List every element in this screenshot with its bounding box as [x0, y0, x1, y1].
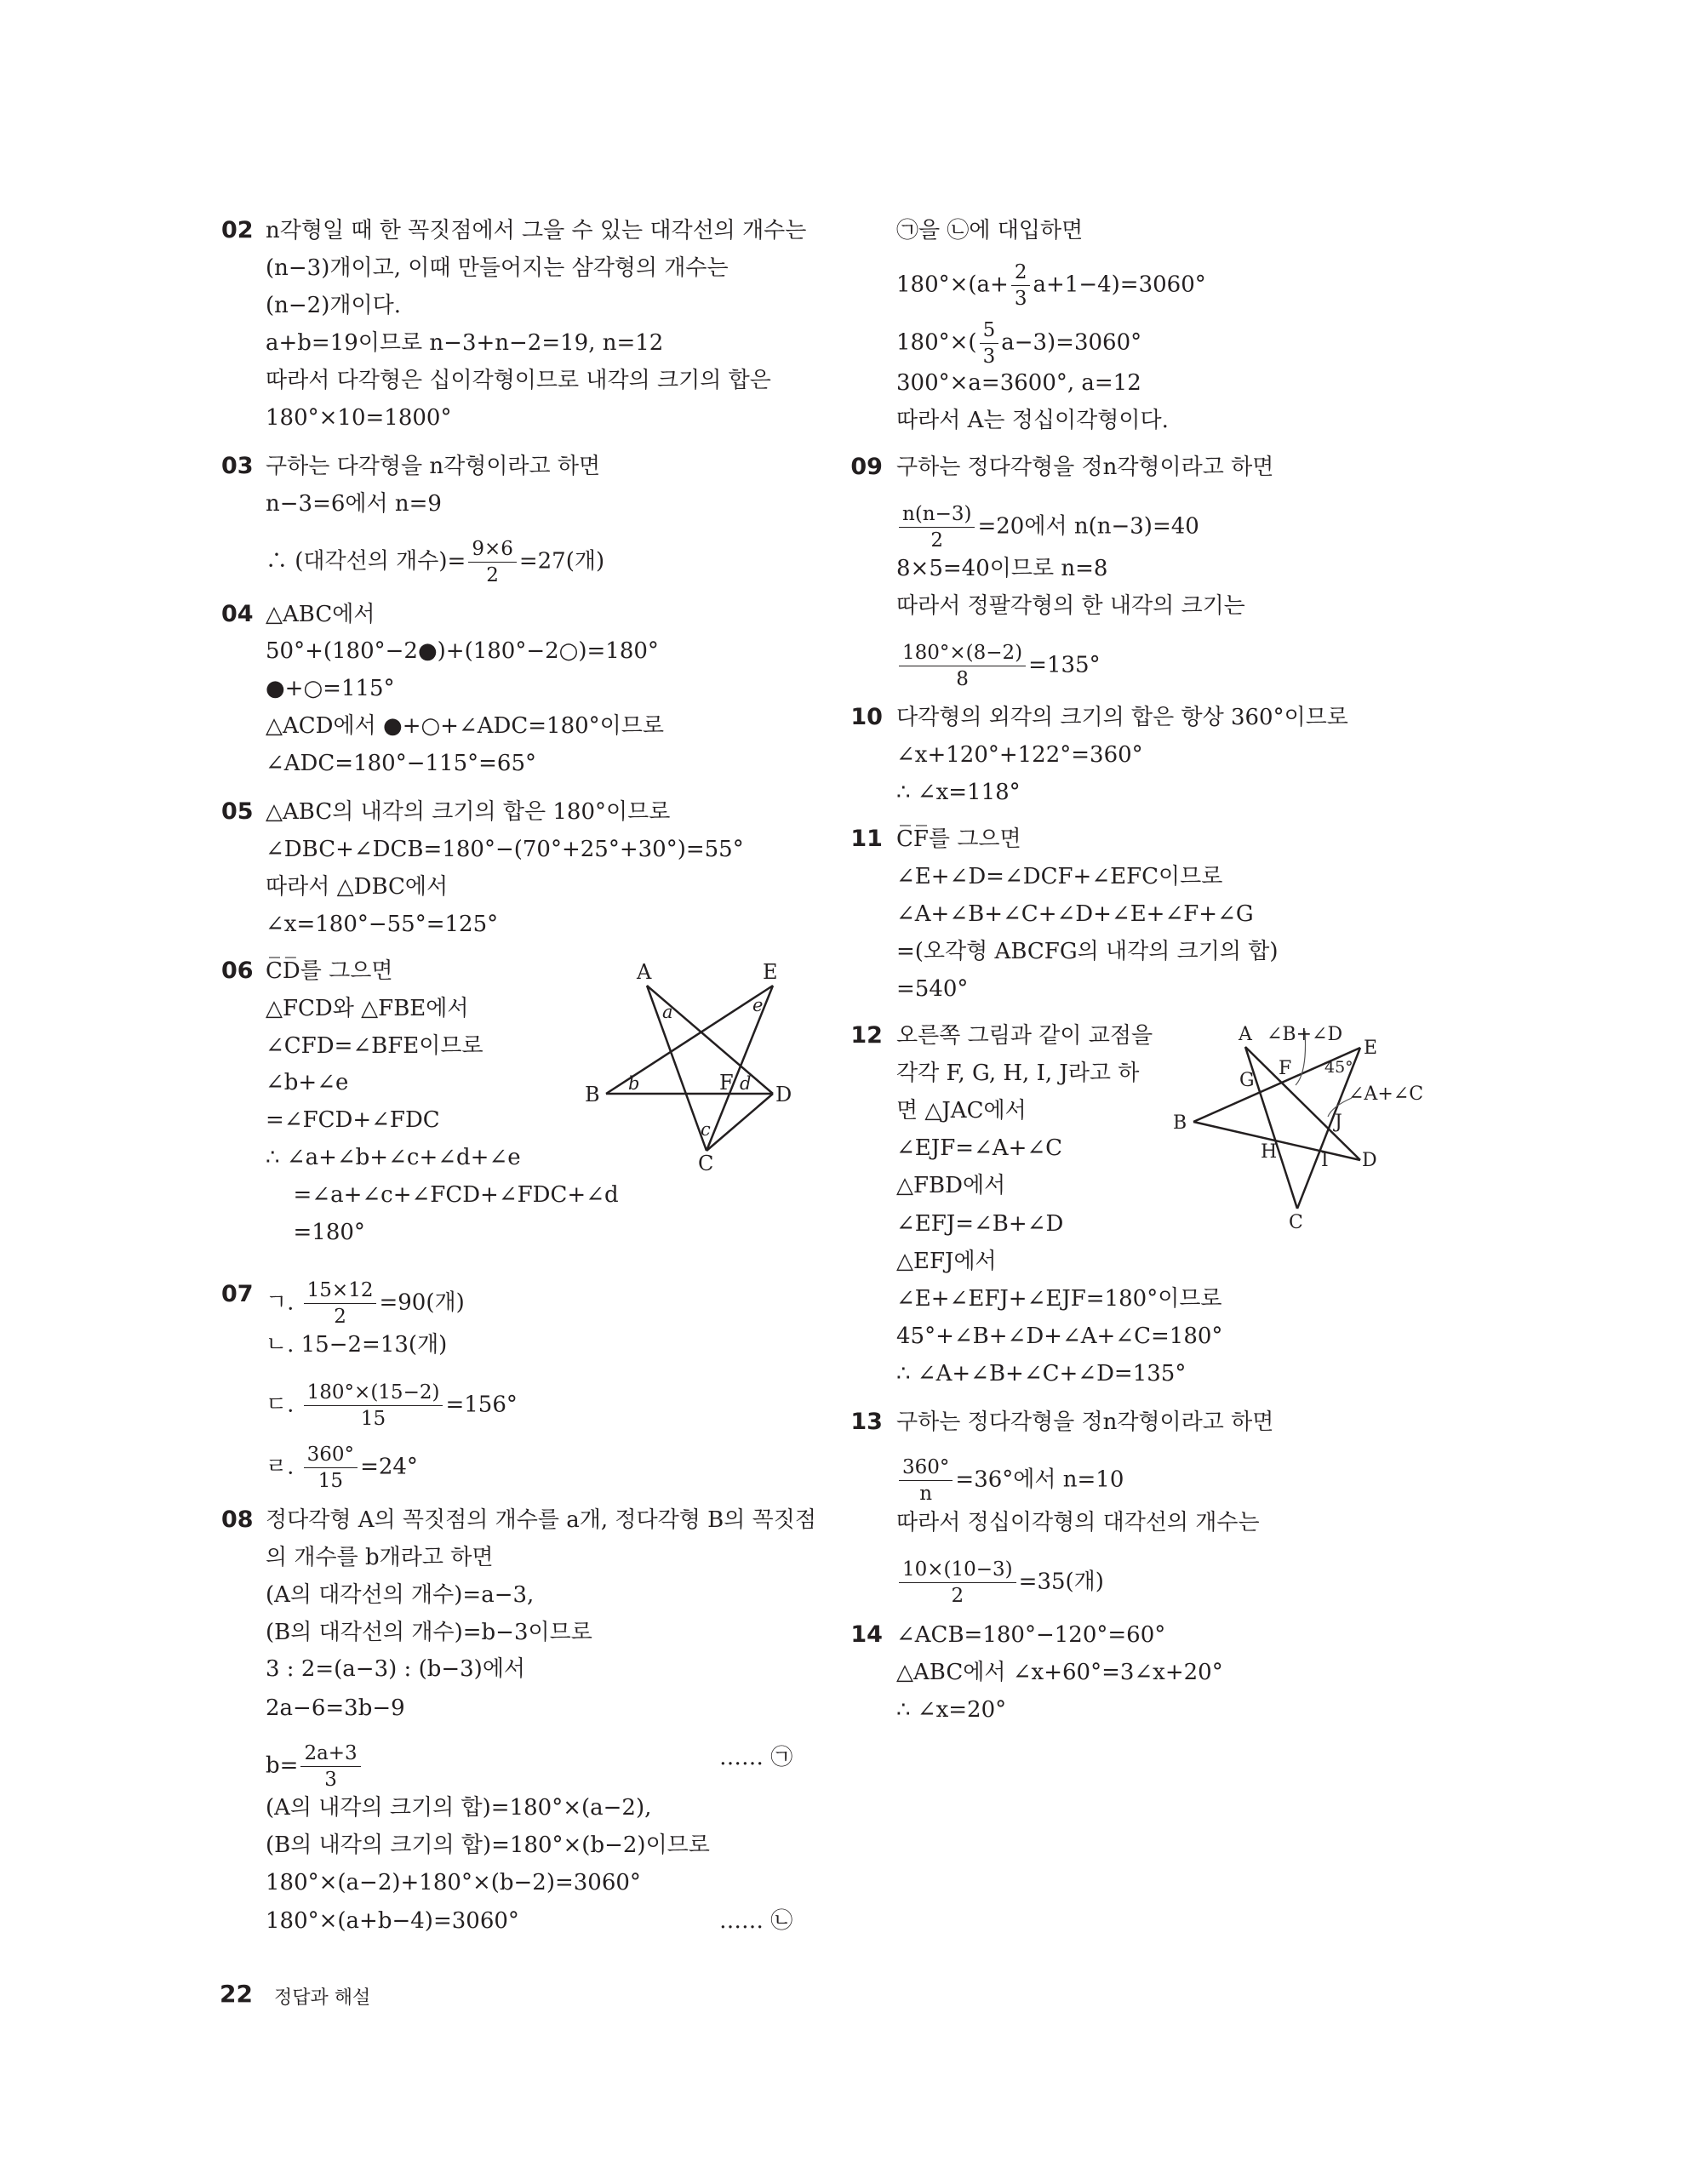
solution-line — [266, 1066, 348, 1100]
text-segment: ㉠을 ㉡에 대입하면 — [896, 218, 1084, 244]
fraction — [468, 536, 517, 588]
problem-number: 03 — [221, 452, 254, 479]
text-segment: ∴ ∠x=20° — [896, 1696, 1007, 1723]
fraction-numerator: 5 — [980, 317, 999, 344]
label-i: I — [1321, 1150, 1329, 1171]
text-segment: ∴ ∠x=118° — [896, 780, 1021, 806]
fraction-numerator: n(n−3) — [899, 501, 975, 528]
label-d: D — [775, 1083, 792, 1106]
solution-line — [266, 1691, 405, 1725]
solution-line — [896, 552, 1107, 586]
text-segment: =180° — [293, 1219, 365, 1245]
text-segment: △FCD와 △FBE에서 — [266, 995, 469, 1021]
solution-line — [266, 1380, 518, 1432]
label-c: C — [698, 1152, 714, 1175]
text-segment: 50°+(180°−2●)+(180°−2○)=180° — [266, 638, 659, 665]
problem-number: 12 — [850, 1022, 883, 1049]
text-segment: ●+○=115° — [266, 676, 395, 702]
text-segment: ∠EJF=∠A+∠C — [896, 1135, 1063, 1161]
text-segment: 따라서 △DBC에서 — [266, 873, 449, 900]
text-segment: ∠b+∠e — [266, 1070, 349, 1096]
solution-line — [266, 1278, 465, 1329]
text-segment: ∠A+∠B+∠C+∠D+∠E+∠F+∠G — [896, 901, 1254, 928]
label-a: A — [637, 960, 652, 984]
solution-line — [266, 1103, 440, 1137]
problem-number: 02 — [221, 217, 254, 244]
solution-line — [896, 738, 1143, 772]
text-segment: =36°에서 n=10 — [955, 1466, 1124, 1493]
text-segment: 각각 F, G, H, I, J라고 하 — [896, 1061, 1140, 1086]
solution-line — [266, 289, 401, 323]
solution-line — [266, 251, 729, 285]
fraction-numerator: 360° — [304, 1442, 358, 1468]
angle-e: e — [752, 995, 764, 1015]
fraction-denominator: 15 — [318, 1470, 343, 1493]
solution-line — [266, 1141, 521, 1175]
label-f: F — [1279, 1058, 1292, 1079]
text-segment: =35(개) — [1018, 1569, 1104, 1595]
text-segment: 180°×10=1800° — [266, 404, 452, 431]
fraction-denominator: 3 — [1014, 288, 1027, 310]
text-segment: 따라서 정십이각형의 대각선의 개수는 — [896, 1510, 1260, 1536]
annotation-b-plus-d: ∠B+∠D — [1267, 1024, 1343, 1045]
solution-line — [896, 1282, 1222, 1316]
solution-line — [896, 860, 1222, 894]
text-segment: 면 △JAC에서 — [896, 1097, 1027, 1123]
text-segment: △ABC에서 — [266, 601, 375, 627]
label-f: F — [719, 1071, 734, 1095]
solution-line — [896, 1357, 1186, 1391]
solution-line — [896, 1655, 1223, 1689]
solution-line — [896, 1557, 1104, 1609]
label-e: E — [763, 960, 778, 984]
text-segment: ㄷ. — [266, 1392, 301, 1418]
text-segment: ∴ ∠a+∠b+∠c+∠d+∠e — [266, 1145, 521, 1171]
solution-line — [266, 536, 604, 588]
text-segment: △EFJ에서 — [896, 1249, 997, 1274]
problem-number: 06 — [221, 957, 254, 984]
text-segment: ∠CFD=∠BFE이므로 — [266, 1032, 483, 1059]
solution-line — [266, 954, 392, 988]
solution-line — [266, 795, 670, 829]
text-segment: b= — [266, 1752, 299, 1779]
text-segment: (B의 내각의 크기의 합)=180°×(b−2)이므로 — [266, 1832, 710, 1858]
fraction-denominator: n — [919, 1483, 933, 1505]
text-segment: ∠ACB=180°−120°=60° — [896, 1621, 1166, 1648]
label-c: C — [1289, 1212, 1303, 1233]
problem-number: 11 — [850, 826, 883, 853]
angle-b: b — [628, 1073, 640, 1094]
solution-line — [896, 260, 1206, 312]
label-h: H — [1261, 1141, 1278, 1163]
segment-bd — [1193, 1122, 1360, 1160]
solution-line — [896, 1319, 1222, 1353]
solution-line — [266, 1904, 519, 1938]
solution-line — [896, 1506, 1260, 1540]
solution-line — [266, 709, 664, 743]
text-segment: 오른쪽 그림과 같이 교점을 — [896, 1023, 1153, 1049]
solution-line — [266, 597, 375, 632]
annotation-a-plus-c: ∠A+∠C — [1348, 1083, 1424, 1105]
text-segment: 구하는 다각형을 n각형이라고 하면 — [266, 453, 601, 479]
solution-line — [266, 1615, 592, 1649]
text-segment: ∠DBC+∠DCB=180°−(70°+25°+30°)=55° — [266, 836, 744, 862]
text-segment: 다각형의 외각의 크기의 합은 항상 360°이므로 — [896, 705, 1348, 731]
text-segment: =156° — [445, 1392, 518, 1418]
solution-line — [896, 640, 1101, 692]
fraction-denominator: 8 — [956, 667, 969, 690]
solution-line — [896, 897, 1254, 931]
solution-line — [896, 501, 1199, 553]
fraction-denominator: 2 — [951, 1585, 964, 1608]
segment-ac — [647, 986, 707, 1151]
text-segment: △ABC의 내각의 크기의 합은 180°이므로 — [266, 798, 671, 825]
fraction-numerator: 15×12 — [304, 1278, 377, 1304]
text-segment: =20에서 n(n−3)=40 — [977, 513, 1199, 540]
page-number: 22 — [220, 1980, 253, 2008]
fraction — [304, 1442, 358, 1494]
solution-line — [896, 317, 1141, 369]
text-segment: 180°×(a+ — [896, 272, 1009, 298]
text-segment: 의 개수를 b개라고 하면 — [266, 1544, 494, 1570]
solution-line — [266, 832, 744, 866]
text-segment: (B의 대각선의 개수)=b−3이므로 — [266, 1619, 592, 1645]
solution-line — [896, 1693, 1006, 1727]
problem-number: 05 — [221, 798, 254, 825]
text-segment: ∠x=180°−55°=125° — [266, 911, 499, 937]
text-segment: 따라서 정팔각형의 한 내각의 크기는 — [896, 592, 1245, 619]
fraction — [980, 317, 999, 369]
text-segment: 따라서 A는 정십이각형이다. — [896, 408, 1169, 433]
fraction-numerator: 2a+3 — [300, 1741, 360, 1767]
solution-line — [266, 746, 536, 780]
text-segment: 2a−6=3b−9 — [266, 1695, 405, 1721]
text-segment: ∠E+∠EFJ+∠EJF=180°이므로 — [896, 1285, 1222, 1312]
fraction-numerator: 10×(10−3) — [899, 1557, 1016, 1583]
text-segment: ∠E+∠D=∠DCF+∠EFC이므로 — [896, 864, 1223, 890]
text-segment: =27(개) — [518, 548, 605, 575]
text-segment: ∠x+120°+122°=360° — [896, 742, 1143, 769]
solution-line — [266, 1029, 483, 1063]
text-segment: (A의 내각의 크기의 합)=180°×(a−2), — [266, 1794, 652, 1821]
problem-number: 10 — [850, 704, 883, 731]
label-d: D — [1362, 1150, 1377, 1171]
fraction — [899, 640, 1026, 692]
solution-line — [266, 1866, 641, 1900]
text-segment: 8×5=40이므로 n=8 — [896, 555, 1108, 581]
text-segment: △FBD에서 — [896, 1172, 1006, 1198]
solution-line — [266, 363, 771, 397]
solution-line — [266, 870, 448, 904]
solution-line — [896, 822, 1021, 856]
fraction — [1011, 260, 1031, 312]
solution-line — [266, 487, 442, 521]
solution-line — [896, 700, 1348, 735]
solution-line — [896, 972, 968, 1006]
text-segment: 3 : 2=(a−3) : (b−3)에서 — [266, 1656, 526, 1683]
solution-line — [896, 1019, 1153, 1053]
text-segment: ∠EFJ=∠B+∠D — [896, 1211, 1064, 1238]
fraction-numerator: 180°×(8−2) — [899, 640, 1026, 666]
solution-line — [896, 775, 1021, 809]
solution-line — [896, 1056, 1139, 1090]
label-j: J — [1335, 1112, 1342, 1133]
text-segment: =24° — [360, 1454, 418, 1480]
text-segment: 구하는 정다각형을 정n각형이라고 하면 — [896, 1409, 1274, 1435]
solution-line — [266, 214, 806, 248]
annotation-45: 45° — [1324, 1058, 1353, 1077]
solution-line — [896, 214, 1083, 248]
problem-number: 07 — [221, 1281, 254, 1307]
text-segment: =(오각형 ABCFG의 내각의 크기의 합) — [896, 939, 1279, 964]
solution-line — [266, 1541, 493, 1575]
text-segment: =135° — [1028, 652, 1101, 678]
fraction — [304, 1380, 443, 1432]
segment-ad — [1245, 1047, 1360, 1160]
segment-cd — [707, 1094, 773, 1151]
solution-line — [896, 1618, 1165, 1652]
problem-number: 04 — [221, 600, 254, 627]
text-segment: C̅D̅를 그으면 — [266, 958, 393, 984]
fraction — [899, 501, 975, 553]
text-segment: ㄹ. — [266, 1454, 301, 1480]
text-segment: a−3)=3060° — [1001, 329, 1142, 356]
text-segment: (n−3)개이고, 이때 만들어지는 삼각형의 개수는 — [266, 255, 729, 282]
equation-marker: …… ㉠ — [719, 1745, 793, 1771]
solution-line — [896, 1244, 997, 1278]
text-segment: =540° — [896, 975, 969, 1002]
solution-line — [896, 403, 1169, 437]
fraction-denominator: 3 — [324, 1769, 337, 1792]
text-segment: (n−2)개이다. — [266, 293, 401, 319]
solution-line — [266, 1503, 816, 1537]
solution-line — [896, 589, 1245, 623]
label-g: G — [1239, 1070, 1255, 1091]
text-segment: 180°×( — [896, 329, 977, 356]
label-a: A — [1239, 1024, 1252, 1045]
angle-c: c — [701, 1119, 711, 1140]
text-segment: ㄴ. 15−2=13(개) — [266, 1331, 448, 1358]
solution-line — [896, 366, 1141, 400]
solution-line — [266, 449, 600, 483]
solution-line — [266, 1652, 525, 1686]
solution-line — [266, 401, 451, 435]
problem-number: 08 — [221, 1506, 254, 1533]
text-segment: ∴ ∠A+∠B+∠C+∠D=135° — [896, 1360, 1187, 1386]
fraction — [300, 1741, 360, 1792]
solution-line — [266, 1578, 534, 1612]
text-segment: ㄱ. — [266, 1289, 301, 1316]
solution-line — [266, 1791, 651, 1825]
solution-line — [294, 1215, 365, 1249]
solution-line — [266, 1741, 363, 1792]
text-segment: a+b=19이므로 n−3+n−2=19, n=12 — [266, 330, 664, 356]
fraction-denominator: 15 — [360, 1408, 386, 1431]
problem-number: 14 — [850, 1621, 883, 1648]
solution-line — [266, 992, 469, 1026]
segment-ac — [1245, 1047, 1297, 1209]
segment-ad — [647, 986, 773, 1094]
text-segment: =∠a+∠c+∠FCD+∠FDC+∠d — [293, 1182, 619, 1208]
label-e: E — [1364, 1038, 1378, 1059]
solution-line — [266, 1328, 447, 1362]
solution-line — [896, 1207, 1063, 1241]
text-segment: 180°×(a+b−4)=3060° — [266, 1908, 519, 1935]
text-segment: =∠FCD+∠FDC — [266, 1107, 440, 1134]
text-segment: 정다각형 A의 꼭짓점의 개수를 a개, 정다각형 B의 꼭짓점 — [266, 1507, 816, 1533]
solution-line — [294, 1178, 619, 1212]
fraction — [304, 1278, 377, 1329]
text-segment: 구하는 정다각형을 정n각형이라고 하면 — [896, 455, 1274, 481]
segment-be — [606, 986, 773, 1094]
text-segment: 45°+∠B+∠D+∠A+∠C=180° — [896, 1323, 1223, 1349]
fraction-denominator: 2 — [334, 1306, 346, 1328]
solution-line — [896, 1455, 1124, 1507]
text-segment: 따라서 다각형은 십이각형이므로 내각의 크기의 합은 — [266, 367, 771, 393]
text-segment: △ABC에서 ∠x+60°=3∠x+20° — [896, 1659, 1223, 1685]
text-segment: n각형일 때 한 꼭짓점에서 그을 수 있는 대각선의 개수는 — [266, 218, 807, 244]
solution-line — [896, 1131, 1062, 1165]
text-segment: n−3=6에서 n=9 — [266, 490, 442, 517]
fraction-numerator: 180°×(15−2) — [304, 1380, 443, 1406]
solution-line — [896, 450, 1273, 484]
fraction-denominator: 2 — [930, 529, 944, 552]
fraction-denominator: 3 — [982, 346, 996, 369]
angle-d: d — [740, 1073, 752, 1094]
solution-line — [266, 1828, 710, 1862]
segment-ec — [707, 986, 773, 1151]
solution-line — [266, 907, 498, 941]
solution-line — [896, 1094, 1027, 1128]
solution-line — [896, 1169, 1005, 1203]
solution-line — [896, 1405, 1273, 1439]
text-segment: ∴ (대각선의 개수)= — [266, 548, 466, 575]
solution-line — [896, 935, 1278, 969]
text-segment: a+1−4)=3060° — [1033, 272, 1206, 298]
fraction — [899, 1455, 953, 1507]
segment-be — [1193, 1048, 1360, 1122]
text-segment: 180°×(a−2)+180°×(b−2)=3060° — [266, 1869, 641, 1895]
problem-number: 13 — [850, 1408, 883, 1435]
problem-number: 09 — [850, 454, 883, 481]
solution-line — [266, 1442, 418, 1494]
fraction-denominator: 2 — [486, 564, 499, 586]
solution-line — [266, 672, 395, 706]
fraction-numerator: 360° — [899, 1455, 953, 1481]
solution-line — [266, 634, 659, 668]
text-segment: 300°×a=3600°, a=12 — [896, 370, 1141, 397]
text-segment: C̅F̅를 그으면 — [896, 826, 1021, 853]
angle-a: a — [662, 1002, 673, 1022]
segment-ec — [1297, 1048, 1360, 1209]
fraction-numerator: 2 — [1011, 260, 1031, 286]
text-segment: (A의 대각선의 개수)=a−3, — [266, 1581, 535, 1608]
footer-title: 정답과 해설 — [274, 1987, 371, 2009]
fraction-numerator: 9×6 — [468, 536, 517, 563]
label-b: B — [1173, 1112, 1187, 1134]
equation-marker: …… ㉡ — [719, 1908, 793, 1935]
text-segment: △ACD에서 ●+○+∠ADC=180°이므로 — [266, 713, 665, 740]
label-b: B — [585, 1083, 600, 1106]
fraction — [899, 1557, 1016, 1609]
solution-line — [266, 326, 663, 360]
text-segment: ∠ADC=180°−115°=65° — [266, 751, 536, 776]
text-segment: =90(개) — [379, 1289, 465, 1316]
